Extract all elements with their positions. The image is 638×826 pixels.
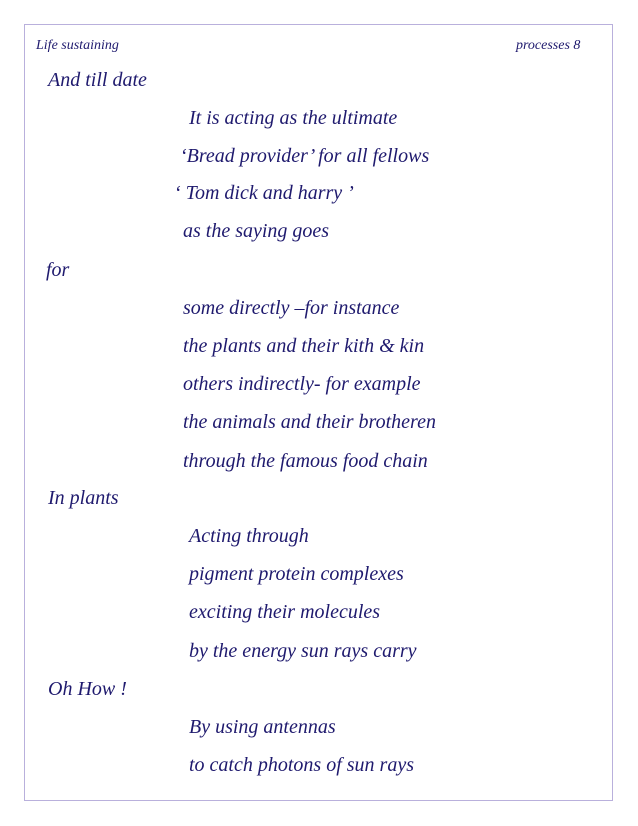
poem-line: to catch photons of sun rays xyxy=(189,754,414,776)
running-header-right: processes 8 xyxy=(516,38,581,53)
poem-line: In plants xyxy=(48,487,119,509)
poem-line: by the energy sun rays carry xyxy=(189,640,417,662)
poem-line: some directly –for instance xyxy=(183,297,400,319)
poem-line: as the saying goes xyxy=(183,220,330,242)
poem-line: through the famous food chain xyxy=(183,450,428,472)
poem-line: Acting through xyxy=(189,525,309,547)
poem-line: ‘Bread provider’ for all fellows xyxy=(180,145,430,167)
poem-line: By using antennas xyxy=(189,716,336,738)
poem-line: for xyxy=(46,259,70,281)
poem-line: And till date xyxy=(48,69,147,91)
poem-line: the animals and their brotheren xyxy=(183,411,436,433)
poem-line: Oh How ! xyxy=(48,678,127,700)
poem-line: It is acting as the ultimate xyxy=(189,107,398,129)
poem-line: pigment protein complexes xyxy=(189,563,404,585)
poem-line: the plants and their kith & kin xyxy=(183,335,425,357)
poem-line: exciting their molecules xyxy=(189,601,381,623)
poem-line: ‘ Tom dick and harry ’ xyxy=(174,182,354,204)
running-header-left: Life sustaining xyxy=(36,38,119,53)
poem-line: others indirectly- for example xyxy=(183,373,421,395)
